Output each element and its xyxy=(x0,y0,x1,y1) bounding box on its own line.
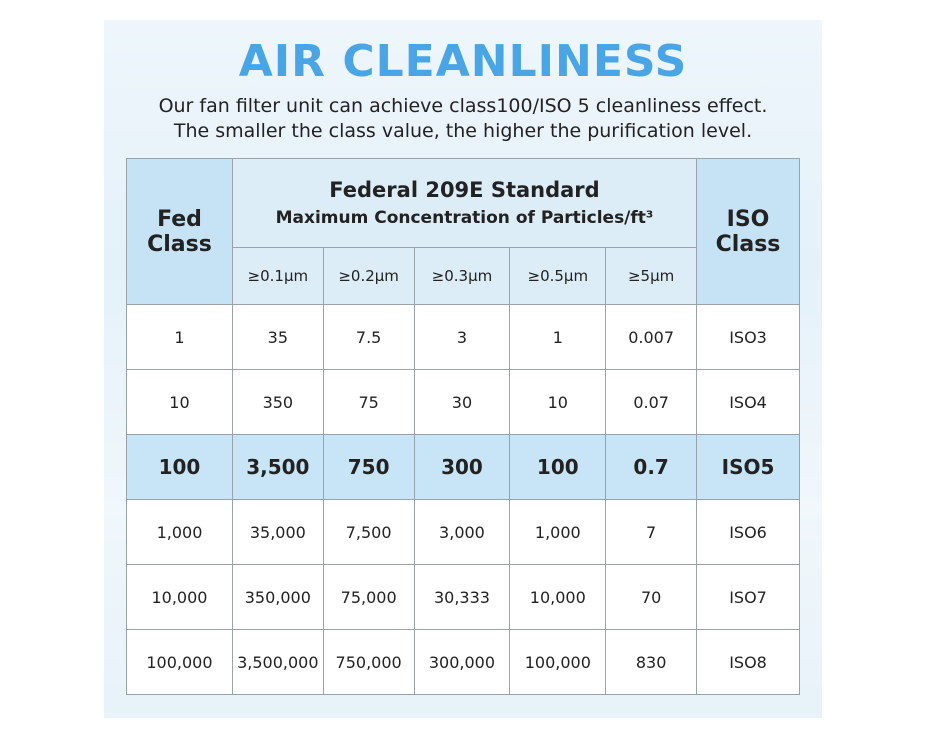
subtitle xyxy=(104,94,822,144)
iso-class-header-line-2: Class xyxy=(715,231,781,257)
concentration-cell: 100 xyxy=(510,435,606,500)
fed-class-cell: 1,000 xyxy=(127,500,233,565)
particle-size-header: ≥5μm xyxy=(606,248,697,305)
concentration-cell: 750,000 xyxy=(323,630,414,695)
iso-class-header xyxy=(697,159,800,305)
concentration-cell: 350,000 xyxy=(232,565,323,630)
concentration-cell: 35 xyxy=(232,305,323,370)
fed-class-header xyxy=(127,159,233,305)
subtitle-line-2: The smaller the class value, the higher the purification level. xyxy=(173,120,753,142)
particle-size-header: ≥0.5μm xyxy=(510,248,606,305)
concentration-cell: 1 xyxy=(510,305,606,370)
concentration-cell: 35,000 xyxy=(232,500,323,565)
iso-class-cell: ISO8 xyxy=(697,630,800,695)
concentration-cell: 3 xyxy=(414,305,510,370)
subtitle-line-1: Our fan filter unit can achieve class100/ISO 5 cleanliness effect. xyxy=(158,95,768,117)
concentration-cell: 10,000 xyxy=(510,565,606,630)
table-row xyxy=(127,500,800,565)
iso-class-cell: ISO5 xyxy=(697,435,800,500)
iso-class-cell: ISO3 xyxy=(697,305,800,370)
fed-class-cell: 10 xyxy=(127,370,233,435)
particle-size-header: ≥0.1μm xyxy=(232,248,323,305)
fed-class-header-line-2: Class xyxy=(147,231,212,257)
table-row-highlighted xyxy=(127,435,800,500)
iso-class-cell: ISO4 xyxy=(697,370,800,435)
concentration-cell: 3,500,000 xyxy=(232,630,323,695)
concentration-cell: 7 xyxy=(606,500,697,565)
concentration-cell: 350 xyxy=(232,370,323,435)
fed-class-cell: 100,000 xyxy=(127,630,233,695)
standard-title: Federal 209E Standard xyxy=(329,178,600,202)
concentration-cell: 0.007 xyxy=(606,305,697,370)
standard-header xyxy=(232,159,696,248)
table-row xyxy=(127,630,800,695)
concentration-cell: 7,500 xyxy=(323,500,414,565)
concentration-cell: 75 xyxy=(323,370,414,435)
concentration-cell: 830 xyxy=(606,630,697,695)
particle-size-header: ≥0.3μm xyxy=(414,248,510,305)
standard-subtitle: Maximum Concentration of Particles/ft³ xyxy=(275,208,654,228)
concentration-cell: 1,000 xyxy=(510,500,606,565)
table-row xyxy=(127,305,800,370)
table-row xyxy=(127,370,800,435)
table-row xyxy=(127,565,800,630)
iso-class-cell: ISO6 xyxy=(697,500,800,565)
concentration-cell: 30,333 xyxy=(414,565,510,630)
concentration-cell: 70 xyxy=(606,565,697,630)
concentration-cell: 300 xyxy=(414,435,510,500)
concentration-cell: 3,500 xyxy=(232,435,323,500)
page-title: AIR CLEANLINESS xyxy=(238,36,688,87)
iso-class-cell: ISO7 xyxy=(697,565,800,630)
fed-class-header-line-1: Fed xyxy=(157,206,202,232)
iso-class-header-line-1: ISO xyxy=(726,206,770,232)
fed-class-cell: 100 xyxy=(127,435,233,500)
particle-size-header: ≥0.2μm xyxy=(323,248,414,305)
concentration-cell: 0.7 xyxy=(606,435,697,500)
concentration-cell: 30 xyxy=(414,370,510,435)
concentration-cell: 7.5 xyxy=(323,305,414,370)
concentration-cell: 100,000 xyxy=(510,630,606,695)
fed-class-cell: 10,000 xyxy=(127,565,233,630)
fed-class-cell: 1 xyxy=(127,305,233,370)
cleanliness-table xyxy=(126,158,800,695)
concentration-cell: 300,000 xyxy=(414,630,510,695)
concentration-cell: 3,000 xyxy=(414,500,510,565)
concentration-cell: 75,000 xyxy=(323,565,414,630)
concentration-cell: 10 xyxy=(510,370,606,435)
concentration-cell: 0.07 xyxy=(606,370,697,435)
concentration-cell: 750 xyxy=(323,435,414,500)
